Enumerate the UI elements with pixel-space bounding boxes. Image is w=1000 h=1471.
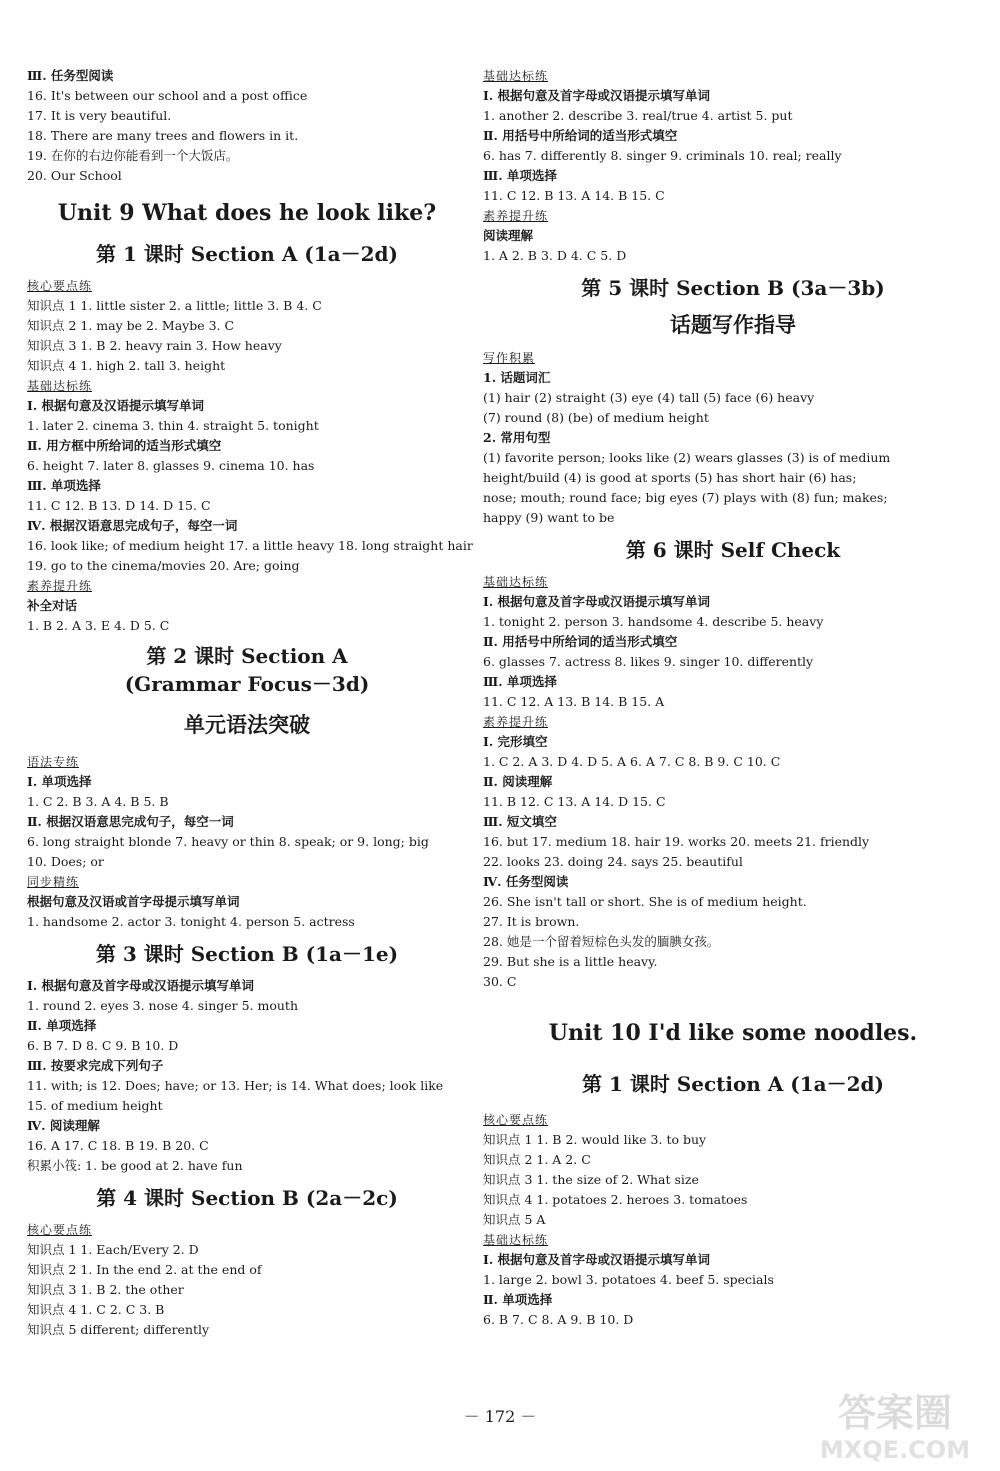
lesson-title: 第 5 课时 Section B (3a－3b) bbox=[581, 276, 885, 300]
section-heading: Ⅲ. 任务型阅读 bbox=[27, 68, 114, 83]
answer-line: 17. It is very beautiful. bbox=[27, 108, 172, 123]
section-heading: Ⅳ. 根据汉语意思完成句子，每空一词 bbox=[27, 518, 238, 533]
answer-line: 知识点 3 1. B 2. the other bbox=[27, 1282, 184, 1297]
page-number: － 172 － bbox=[463, 1407, 537, 1426]
section-heading: Ⅰ. 根据句意及首字母或汉语提示填写单词 bbox=[483, 594, 711, 609]
answer-line: 20. Our School bbox=[27, 168, 122, 183]
section-heading: Ⅱ. 单项选择 bbox=[483, 1292, 553, 1307]
answer-line: 知识点 4 1. potatoes 2. heroes 3. tomatoes bbox=[483, 1192, 748, 1207]
watermark-text-url: MXQE.COM bbox=[819, 1436, 971, 1464]
answer-line: 15. of medium height bbox=[27, 1098, 163, 1113]
answer-line: 6. height 7. later 8. glasses 9. cinema 10. has bbox=[27, 458, 315, 473]
answer-line: 16. look like; of medium height 17. a little heavy 18. long straight hair bbox=[27, 538, 473, 553]
section-heading: Ⅱ. 阅读理解 bbox=[483, 774, 553, 789]
answer-line: 11. C 12. A 13. B 14. B 15. A bbox=[483, 694, 665, 709]
answer-line: 1. tonight 2. person 3. handsome 4. describe 5. heavy bbox=[483, 614, 824, 629]
section-heading: Ⅱ. 用括号中所给词的适当形式填空 bbox=[483, 128, 678, 143]
lesson-title: 第 2 课时 Section A bbox=[146, 644, 348, 668]
answer-line: 16. but 17. medium 18. hair 19. works 20. meets 21. friendly bbox=[483, 834, 870, 849]
section-heading: Ⅰ. 根据句意及首字母或汉语提示填写单词 bbox=[483, 1252, 711, 1267]
answer-line: (1) favorite person; looks like (2) wears glasses (3) is of medium bbox=[483, 450, 891, 465]
answer-line: 30. C bbox=[483, 974, 517, 989]
lesson-title: 第 1 课时 Section A (1a－2d) bbox=[581, 1072, 884, 1096]
unit-title: Unit 10 I'd like some noodles. bbox=[548, 1020, 918, 1046]
section-heading: 1. 话题词汇 bbox=[483, 370, 551, 385]
answer-line: 26. She isn't tall or short. She is of medium height. bbox=[483, 894, 807, 909]
answer-line: (1) hair (2) straight (3) eye (4) tall (5) face (6) heavy bbox=[483, 390, 815, 405]
answer-line: 18. There are many trees and flowers in it. bbox=[27, 128, 299, 143]
answer-line: 1. large 2. bowl 3. potatoes 4. beef 5. specials bbox=[483, 1272, 774, 1287]
answer-line: 知识点 2 1. A 2. C bbox=[483, 1152, 591, 1167]
answer-line: 29. But she is a little heavy. bbox=[483, 954, 658, 969]
practice-label: 同步精练 bbox=[27, 875, 80, 889]
answer-line: happy (9) want to be bbox=[483, 510, 615, 525]
answer-line: 11. B 12. C 13. A 14. D 15. C bbox=[483, 794, 666, 809]
section-heading: Ⅰ. 根据句意及汉语提示填写单词 bbox=[27, 398, 205, 413]
answer-line: 1. handsome 2. actor 3. tonight 4. person 5. actress bbox=[27, 914, 355, 929]
section-heading: Ⅳ. 阅读理解 bbox=[27, 1118, 100, 1133]
section-heading: Ⅳ. 任务型阅读 bbox=[483, 874, 569, 889]
answer-line: 知识点 2 1. may be 2. Maybe 3. C bbox=[27, 318, 235, 333]
answer-line: 1. later 2. cinema 3. thin 4. straight 5. tonight bbox=[27, 418, 319, 433]
section-heading: Ⅰ. 单项选择 bbox=[27, 774, 92, 789]
answer-line: 6. long straight blonde 7. heavy or thin 8. speak; or 9. long; big bbox=[27, 834, 429, 849]
watermark-text-main: 答案圈 bbox=[837, 1391, 953, 1435]
watermark-logo bbox=[800, 1382, 990, 1466]
answer-line: nose; mouth; round face; big eyes (7) plays with (8) fun; makes; bbox=[483, 490, 888, 505]
section-heading: Ⅱ. 单项选择 bbox=[27, 1018, 97, 1033]
answer-line: 16. A 17. C 18. B 19. B 20. C bbox=[27, 1138, 209, 1153]
answer-line: height/build (4) is good at sports (5) has short hair (6) has; bbox=[483, 470, 857, 485]
answer-line: 知识点 1 1. Each/Every 2. D bbox=[27, 1242, 199, 1257]
lesson-title: 第 1 课时 Section A (1a－2d) bbox=[95, 242, 398, 266]
practice-label: 核心要点练 bbox=[27, 1223, 93, 1237]
answer-line: 11. with; is 12. Does; have; or 13. Her; is 14. What does; look like bbox=[27, 1078, 444, 1093]
right-column bbox=[483, 66, 983, 1330]
answer-line: 1. C 2. B 3. A 4. B 5. B bbox=[27, 794, 169, 809]
practice-label: 基础达标练 bbox=[483, 69, 549, 83]
answer-line: 知识点 4 1. C 2. C 3. B bbox=[27, 1302, 165, 1317]
section-heading: Ⅲ. 单项选择 bbox=[483, 674, 557, 689]
answer-line: 11. C 12. B 13. A 14. B 15. C bbox=[483, 188, 665, 203]
practice-label: 写作积累 bbox=[483, 351, 536, 365]
lesson-title: (Grammar Focus－3d) bbox=[124, 672, 370, 696]
practice-label: 核心要点练 bbox=[483, 1113, 549, 1127]
answer-line: 知识点 3 1. the size of 2. What size bbox=[483, 1172, 699, 1187]
lesson-title: 第 4 课时 Section B (2a－2c) bbox=[96, 1186, 398, 1210]
section-heading: 根据句意及汉语或首字母提示填写单词 bbox=[27, 894, 240, 909]
answer-line: 6. has 7. differently 8. singer 9. criminals 10. real; really bbox=[483, 148, 842, 163]
answer-line: 知识点 4 1. high 2. tall 3. height bbox=[27, 358, 226, 373]
lesson-title: 第 3 课时 Section B (1a－1e) bbox=[95, 942, 399, 966]
answer-line: 知识点 1 1. little sister 2. a little; little 3. B 4. C bbox=[27, 298, 322, 313]
answer-line: 知识点 5 different; differently bbox=[27, 1322, 210, 1337]
answer-line: 知识点 2 1. In the end 2. at the end of bbox=[27, 1262, 262, 1277]
answer-line: 1. another 2. describe 3. real/true 4. artist 5. put bbox=[483, 108, 793, 123]
section-heading: Ⅱ. 用方框中所给词的适当形式填空 bbox=[27, 438, 222, 453]
section-heading: Ⅲ. 短文填空 bbox=[483, 814, 557, 829]
answer-line: 1. B 2. A 3. E 4. D 5. C bbox=[27, 618, 170, 633]
section-heading: Ⅱ. 用括号中所给词的适当形式填空 bbox=[483, 634, 678, 649]
answer-line: 22. looks 23. doing 24. says 25. beautiful bbox=[483, 854, 743, 869]
practice-label: 基础达标练 bbox=[483, 575, 549, 589]
section-heading: Ⅲ. 单项选择 bbox=[27, 478, 101, 493]
topic-title: 话题写作指导 bbox=[670, 313, 796, 337]
practice-label: 核心要点练 bbox=[27, 279, 93, 293]
answer-line: 28. 她是一个留着短棕色头发的腼腆女孩。 bbox=[483, 934, 720, 949]
answer-line: 11. C 12. B 13. D 14. D 15. C bbox=[27, 498, 211, 513]
section-heading: Ⅲ. 按要求完成下列句子 bbox=[27, 1058, 164, 1073]
answer-line: 1. A 2. B 3. D 4. C 5. D bbox=[483, 248, 627, 263]
answer-line: 6. glasses 7. actress 8. likes 9. singer 10. differently bbox=[483, 654, 814, 669]
section-heading: Ⅲ. 单项选择 bbox=[483, 168, 557, 183]
practice-label: 基础达标练 bbox=[483, 1233, 549, 1247]
answer-line: 6. B 7. C 8. A 9. B 10. D bbox=[483, 1312, 634, 1327]
answer-line: (7) round (8) (be) of medium height bbox=[483, 410, 709, 425]
section-heading: Ⅱ. 根据汉语意思完成句子，每空一词 bbox=[27, 814, 234, 829]
answer-line: 1. C 2. A 3. D 4. D 5. A 6. A 7. C 8. B 9. C 10. C bbox=[483, 754, 781, 769]
section-heading: 阅读理解 bbox=[483, 228, 534, 243]
practice-label: 语法专练 bbox=[27, 755, 80, 769]
answer-line: 1. round 2. eyes 3. nose 4. singer 5. mouth bbox=[27, 998, 298, 1013]
section-heading: Ⅰ. 完形填空 bbox=[483, 734, 548, 749]
topic-title: 单元语法突破 bbox=[184, 713, 310, 737]
section-heading: 补全对话 bbox=[27, 598, 78, 613]
left-column bbox=[27, 66, 473, 1340]
practice-label: 素养提升练 bbox=[483, 209, 549, 223]
answer-line: 知识点 3 1. B 2. heavy rain 3. How heavy bbox=[27, 338, 282, 353]
section-heading: 2. 常用句型 bbox=[483, 430, 551, 445]
answer-line: 6. B 7. D 8. C 9. B 10. D bbox=[27, 1038, 179, 1053]
practice-label: 素养提升练 bbox=[27, 579, 93, 593]
section-heading: Ⅰ. 根据句意及首字母或汉语提示填写单词 bbox=[27, 978, 255, 993]
lesson-title: 第 6 课时 Self Check bbox=[625, 538, 841, 562]
answer-line: 知识点 5 A bbox=[483, 1212, 546, 1227]
answer-line: 16. It's between our school and a post office bbox=[27, 88, 308, 103]
answer-line: 知识点 1 1. B 2. would like 3. to buy bbox=[483, 1132, 707, 1147]
section-heading: Ⅰ. 根据句意及首字母或汉语提示填写单词 bbox=[483, 88, 711, 103]
answer-line: 积累小筏: 1. be good at 2. have fun bbox=[27, 1158, 243, 1173]
answer-line: 19. 在你的右边你能看到一个大饭店。 bbox=[27, 148, 239, 163]
answer-line: 19. go to the cinema/movies 20. Are; going bbox=[27, 558, 300, 573]
practice-label: 基础达标练 bbox=[27, 379, 93, 393]
answer-line: 10. Does; or bbox=[27, 854, 104, 869]
answer-line: 27. It is brown. bbox=[483, 914, 580, 929]
unit-title: Unit 9 What does he look like? bbox=[57, 200, 437, 226]
practice-label: 素养提升练 bbox=[483, 715, 549, 729]
